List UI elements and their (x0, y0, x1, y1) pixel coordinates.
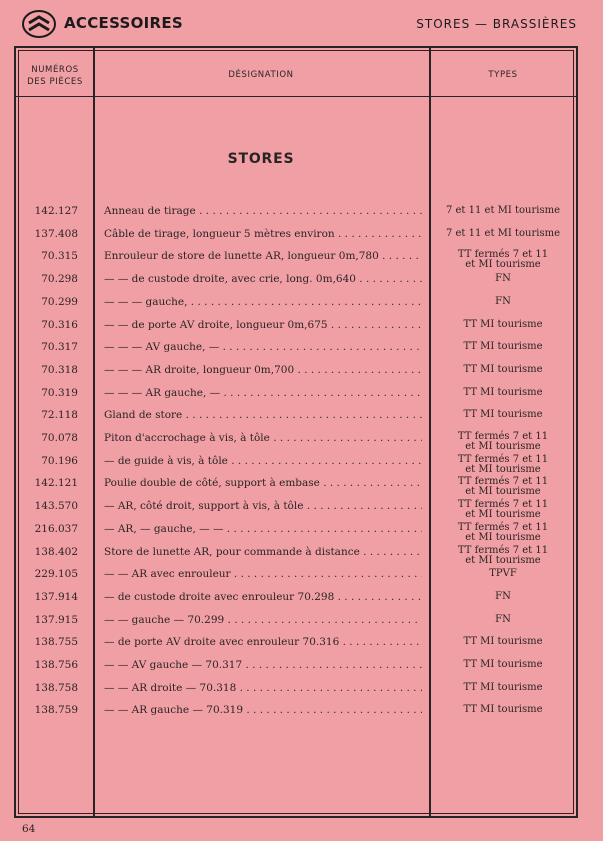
part-type-line1: 7 et 11 et MI tourisme (445, 227, 561, 239)
table-row (0, 500, 603, 522)
part-type-line1: TT MI tourisme (463, 386, 543, 398)
column-header-designation: DÉSIGNATION (228, 70, 294, 80)
part-types (432, 273, 574, 285)
part-type-line2: et MI tourisme (465, 531, 541, 543)
double-chevron-icon (22, 10, 56, 38)
part-designation: Store de lunette AR, pour commande à distance . . . (104, 546, 422, 558)
part-number: 143.570 (34, 500, 78, 513)
table-row (0, 591, 603, 613)
table-row (0, 432, 603, 454)
part-type-line1: TT MI tourisme (463, 681, 543, 693)
part-types (432, 319, 574, 331)
part-number: 70.318 (41, 363, 78, 376)
part-types (432, 614, 574, 626)
part-designation: — — de custode droite, avec crie, long. 0m,640 . . . (104, 273, 422, 285)
part-type-line1: TT MI tourisme (463, 318, 543, 330)
part-number: 216.037 (34, 522, 78, 535)
column-header-types: TYPES (488, 70, 518, 80)
part-type-line1: TT MI tourisme (463, 636, 543, 648)
part-types (432, 387, 574, 399)
part-types (432, 636, 574, 648)
part-types (432, 205, 574, 217)
column-header-numeros-line1: NUMÉROS (31, 65, 79, 75)
part-number: 70.319 (41, 386, 78, 399)
part-type-line2: et MI tourisme (465, 463, 541, 475)
part-designation: Câble de tirage, longueur 5 mètres environ . . . (104, 228, 422, 240)
part-types (432, 228, 574, 240)
part-number: 70.299 (41, 295, 78, 308)
part-number: 72.118 (41, 409, 78, 422)
part-types (432, 546, 574, 566)
part-type-line2: et MI tourisme (465, 441, 541, 452)
table-row (0, 273, 603, 295)
part-type-line1: TT MI tourisme (463, 409, 543, 421)
part-number: 70.316 (41, 318, 78, 331)
table-row (0, 682, 603, 704)
part-designation: — de guide à vis, à tôle . . . (104, 455, 422, 467)
part-number: 70.317 (41, 341, 78, 354)
part-designation: — — AR gauche — 70.319 . . . (104, 704, 422, 716)
section-title: STORES (227, 151, 295, 167)
part-type-line1: TT MI tourisme (463, 659, 543, 670)
table-row (0, 205, 603, 227)
column-header-numeros (18, 64, 92, 88)
table-row (0, 250, 603, 272)
part-types (432, 409, 574, 421)
part-type-line1: TT fermés 7 et 11 (457, 453, 549, 465)
part-type-line1: FN (495, 590, 511, 602)
table-row (0, 387, 603, 409)
part-type-line1: FN (495, 295, 511, 307)
table-row (0, 341, 603, 363)
table-row (0, 523, 603, 545)
part-number: 229.105 (34, 568, 78, 581)
part-types (432, 296, 574, 308)
part-type-line1: TT fermés 7 et 11 (457, 521, 549, 533)
part-type-line1: FN (495, 613, 511, 625)
table-row (0, 636, 603, 658)
part-designation: — — — AR gauche, — . . . (104, 387, 422, 399)
part-type-line2: et MI tourisme (465, 554, 541, 566)
part-number: 70.315 (41, 250, 78, 263)
page-number: 64 (22, 823, 36, 835)
part-type-line1: FN (495, 273, 511, 285)
part-number: 70.298 (41, 273, 78, 286)
part-number: 138.759 (34, 704, 78, 717)
part-designation: — de porte AV droite avec enrouleur 70.316 . . . (104, 636, 422, 648)
part-type-line1: TT MI tourisme (463, 341, 543, 353)
table-row (0, 409, 603, 431)
part-designation: Gland de store . . . (104, 409, 422, 421)
part-number: 138.756 (34, 659, 78, 671)
part-type-line2: et MI tourisme (465, 486, 541, 498)
part-number: 142.127 (34, 205, 78, 217)
part-types (432, 659, 574, 671)
part-type-line1: TT fermés 7 et 11 (457, 476, 549, 488)
header-divider (14, 96, 578, 97)
table-row (0, 364, 603, 386)
part-number: 137.914 (34, 590, 78, 603)
table-row (0, 568, 603, 590)
table-row (0, 228, 603, 250)
section-header-title: ACCESSOIRES (64, 14, 184, 32)
part-designation: — de custode droite avec enrouleur 70.298 . . . (104, 591, 422, 603)
part-types (432, 500, 574, 520)
part-designation: — — de porte AV droite, longueur 0m,675 . . . (104, 319, 422, 331)
part-number: 138.755 (34, 636, 78, 649)
part-designation: — — — AR droite, longueur 0m,700 . . . (104, 364, 422, 376)
table-row (0, 455, 603, 477)
part-types (432, 523, 574, 543)
part-type-line1: TT fermés 7 et 11 (457, 249, 549, 261)
part-type-line2: et MI tourisme (465, 259, 541, 271)
part-number: 138.758 (34, 681, 78, 694)
part-type-line1: TPVF (489, 568, 517, 580)
part-types (432, 568, 574, 580)
part-number: 142.121 (34, 477, 78, 490)
part-types (432, 432, 574, 452)
part-designation: Piton d'accrochage à vis, à tôle . . . (104, 432, 422, 444)
column-header-numeros-line2: DES PIÈCES (27, 77, 83, 87)
part-types (432, 682, 574, 694)
part-type-line2: et MI tourisme (465, 509, 541, 521)
part-designation: — — AR droite — 70.318 . . . (104, 682, 422, 694)
part-designation: — — — gauche, . . . (104, 296, 422, 308)
part-type-line1: TT fermés 7 et 11 (457, 544, 549, 556)
part-types (432, 704, 574, 716)
part-types (432, 250, 574, 270)
part-designation: — AR, — gauche, — — . . . (104, 523, 422, 535)
part-designation: — — — AV gauche, — . . . (104, 341, 422, 353)
part-number: 137.408 (34, 227, 78, 240)
part-type-line1: TT MI tourisme (463, 704, 543, 716)
part-types (432, 364, 574, 376)
table-row (0, 296, 603, 318)
table-row (0, 546, 603, 568)
table-row (0, 319, 603, 341)
part-type-line1: TT MI tourisme (463, 363, 543, 375)
part-number: 138.402 (34, 545, 78, 558)
part-designation: Enrouleur de store de lunette AR, longueur 0m,780 . . . (104, 250, 422, 262)
part-designation: — AR, côté droit, support à vis, à tôle . . . (104, 500, 422, 512)
part-type-line1: TT fermés 7 et 11 (457, 431, 549, 442)
table-row (0, 659, 603, 681)
part-number: 70.078 (41, 432, 78, 444)
part-type-line1: 7 et 11 et MI tourisme (445, 205, 561, 216)
part-designation: — — AV gauche — 70.317 . . . (104, 659, 422, 671)
part-types (432, 455, 574, 475)
table-row (0, 704, 603, 726)
part-designation: Poulie double de côté, support à embase . . . (104, 477, 422, 489)
part-designation: Anneau de tirage . . . (104, 205, 422, 217)
part-designation: — — AR avec enrouleur . . . (104, 568, 422, 580)
part-types (432, 591, 574, 603)
part-number: 70.196 (41, 454, 78, 467)
table-row (0, 614, 603, 636)
part-number: 137.915 (34, 613, 78, 626)
category-header-title: STORES — BRASSIÈRES (416, 17, 577, 31)
part-type-line1: TT fermés 7 et 11 (457, 499, 549, 511)
table-row (0, 477, 603, 499)
part-types (432, 477, 574, 497)
part-types (432, 341, 574, 353)
part-designation: — — gauche — 70.299 . . . (104, 614, 422, 626)
